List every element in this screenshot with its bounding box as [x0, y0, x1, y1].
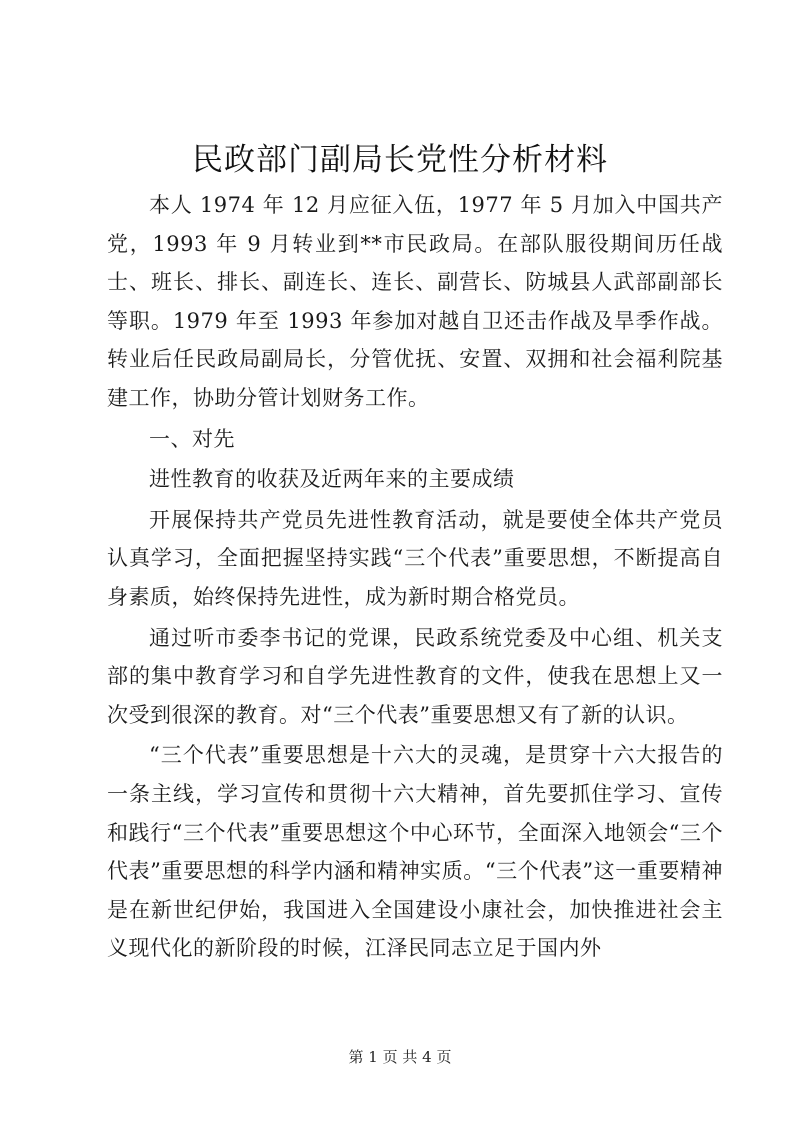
paragraph-study-experience: 通过听市委李书记的党课，民政系统党委及中心组、机关支部的集中教育学习和自学先进性教育的文件，使我在思想上又一次受到很深的教育。对“三个代表”重要思想又有了新的认识。 [107, 625, 723, 727]
paragraph-education-activity: 开展保持共产党员先进性教育活动，就是要使全体共产党员认真学习，全面把握坚持实践“三个代表”重要思想，不断提高自身素质，始终保持先进性，成为新时期合格党员。 [107, 507, 723, 609]
page-number-footer: 第 1 页 共 4 页 [348, 1048, 452, 1066]
paragraph-section-subheading: 进性教育的收获及近两年来的主要成绩 [149, 467, 515, 492]
paragraph-three-represents: “三个代表”重要思想是十六大的灵魂，是贯穿十六大报告的一条主线，学习宣传和贯彻十六大精神，首先要抓住学习、宣传和践行“三个代表”重要思想这个中心环节，全面深入地领会“三个代表”重要思想的科学内涵和精神实质。“三个代表”这一重要精神是在新世纪伊始，我国进入全国建设小康社会，加快推进社会主义现代化的新阶段的时候，江泽民同志立足于国内外 [107, 743, 723, 961]
document-title: 民政部门副局长党性分析材料 [192, 142, 608, 178]
document-body [107, 186, 723, 968]
paragraph-intro: 本人 1974 年 12 月应征入伍，1977 年 5 月加入中国共产党，1993 年 9 月转业到**市民政局。在部队服役期间历任战士、班长、排长、副连长、连长、副营长、防城县人武部副部长等职。1979 年至 1993 年参加对越自卫还击作战及旱季作战。转业后任民政局副局长，分管优抚、安置、双拥和社会福利院基建工作，协助分管计划财务工作。 [107, 193, 723, 410]
paragraph-section-heading: 一、对先 [149, 426, 235, 451]
